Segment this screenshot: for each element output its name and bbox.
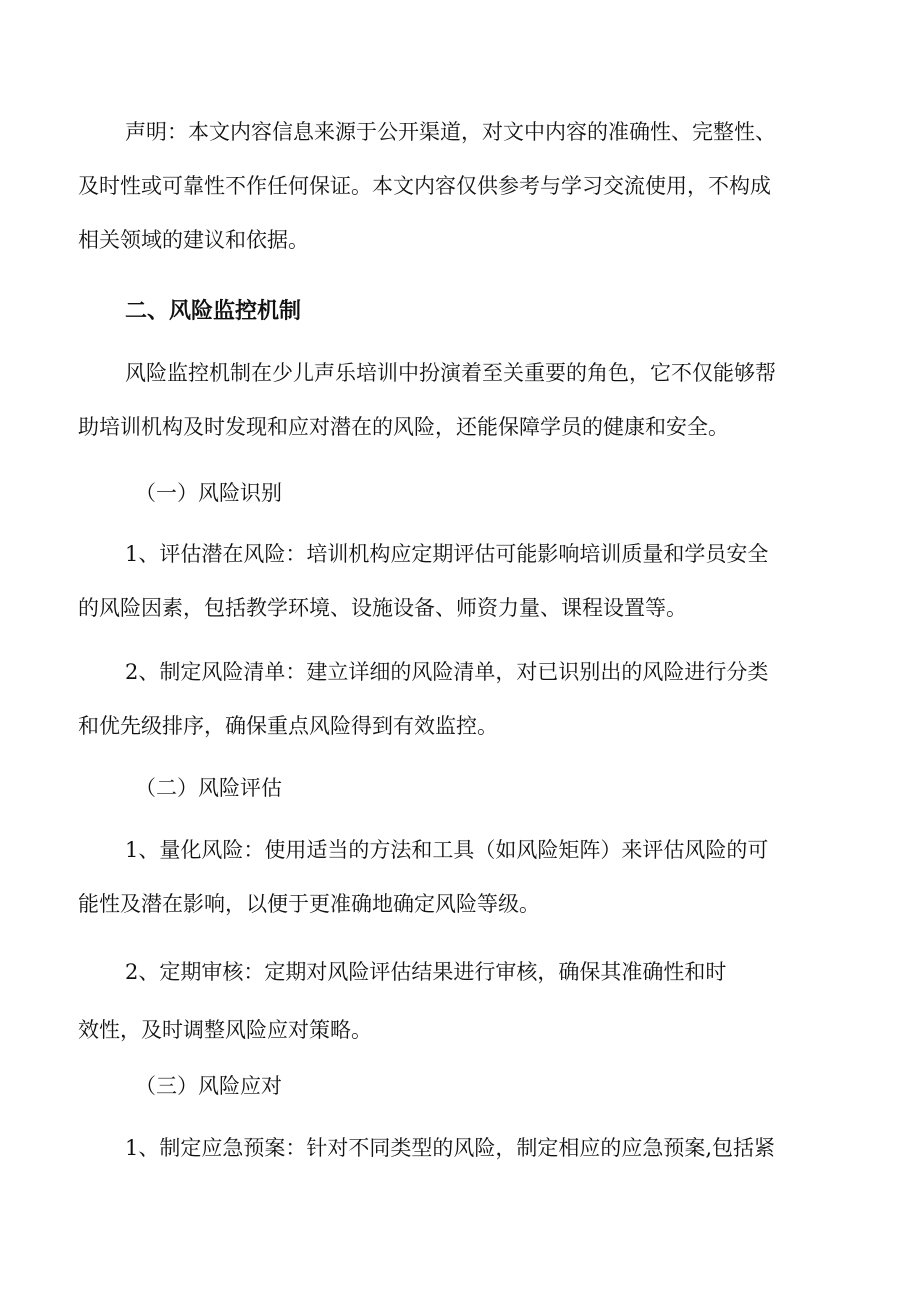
statement-line-1: 声明：本文内容信息来源于公开渠道，对文中内容的准确性、完整性、 bbox=[125, 120, 776, 144]
statement-line-3: 相关领域的建议和依据。 bbox=[78, 228, 309, 252]
subsection-title-2: （二）风险评估 bbox=[135, 776, 282, 800]
paragraph-line: 1、制定应急预案：针对不同类型的风险，制定相应的应急预案,包括紧 bbox=[125, 1136, 776, 1160]
paragraph-line: 2、定期审核：定期对风险评估结果进行审核，确保其准确性和时 bbox=[125, 960, 727, 984]
paragraph-line: 1、评估潜在风险：培训机构应定期评估可能影响培训质量和学员安全 bbox=[125, 542, 769, 566]
intro-line-2: 助培训机构及时发现和应对潜在的风险，还能保障学员的健康和安全。 bbox=[78, 415, 729, 439]
subsection-title-1: （一）风险识别 bbox=[135, 481, 282, 505]
paragraph-line: 效性，及时调整风险应对策略。 bbox=[78, 1018, 372, 1042]
paragraph-line: 和优先级排序，确保重点风险得到有效监控。 bbox=[78, 714, 498, 738]
subsection-title-3: （三）风险应对 bbox=[135, 1074, 282, 1098]
paragraph-line: 2、制定风险清单：建立详细的风险清单，对已识别出的风险进行分类 bbox=[125, 660, 769, 684]
intro-line-1: 风险监控机制在少儿声乐培训中扮演着至关重要的角色，它不仅能够帮 bbox=[125, 361, 776, 385]
statement-line-2: 及时性或可靠性不作任何保证。本文内容仅供参考与学习交流使用，不构成 bbox=[78, 174, 771, 198]
paragraph-line: 的风险因素，包括教学环境、设施设备、师资力量、课程设置等。 bbox=[78, 596, 687, 620]
section-title: 二、风险监控机制 bbox=[125, 299, 302, 324]
paragraph-line: 能性及潜在影响，以便于更准确地确定风险等级。 bbox=[78, 892, 540, 916]
paragraph-line: 1、量化风险：使用适当的方法和工具（如风险矩阵）来评估风险的可 bbox=[125, 838, 769, 862]
